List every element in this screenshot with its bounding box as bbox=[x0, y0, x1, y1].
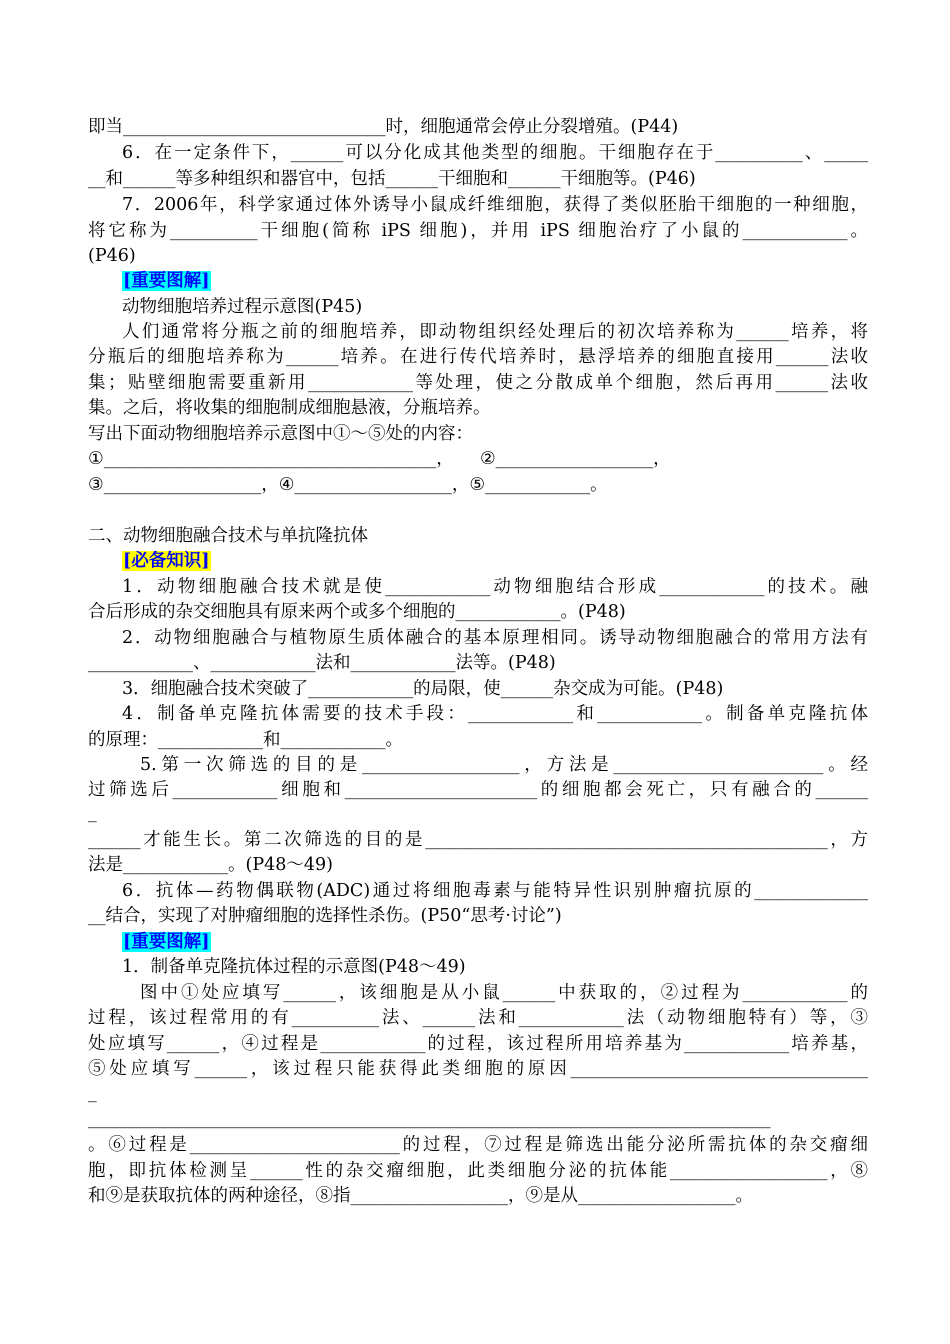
text-line: 3．细胞融合技术突破了____________的局限，使______杂交成为可能。(P48) bbox=[122, 679, 724, 699]
text-line: ____________、____________法和____________法等。(P48) bbox=[88, 653, 556, 673]
text-line: ⑤处应填写______，该过程只能获得此类细胞的原因__________________________________ bbox=[88, 1059, 868, 1079]
text-line: 5.第一次筛选的目的是__________________，方法是________________________。经 bbox=[140, 755, 868, 775]
text-line: 分瓶后的细胞培养称为______培养。在进行传代培养时，悬浮培养的细胞直接用______法收 bbox=[88, 347, 868, 367]
text-line: 集。之后，将收集的细胞制成细胞悬液，分瓶培养。 bbox=[88, 398, 491, 418]
text-line: 7．2006年，科学家通过体外诱导小鼠成纤维细胞，获得了类似胚胎干细胞的一种细胞， bbox=[122, 195, 868, 215]
text-line: 过筛选后____________细胞和______________________的细胞都会死亡，只有融合的______ bbox=[88, 780, 868, 800]
text-line: __和______等多种组织和器官中，包括______干细胞和______干细胞等。(P46) bbox=[88, 169, 696, 189]
required-knowledge-tag: [必备知识] bbox=[123, 551, 210, 571]
section-heading: 二、动物细胞融合技术与单抗隆抗体 bbox=[88, 526, 368, 546]
text-line: 即当______________________________时，细胞通常会停止分裂增殖。(P44) bbox=[88, 117, 679, 137]
section-tag bbox=[122, 268, 868, 294]
text-line: 1．制备单克隆抗体过程的示意图(P48～49) bbox=[122, 957, 466, 977]
text-line: 6．在一定条件下，______可以分化成其他类型的细胞。干细胞存在于__________、_____ bbox=[122, 143, 868, 163]
section-tag bbox=[122, 929, 868, 955]
text-line: ①______________________________________， ②__________________， bbox=[88, 449, 671, 469]
text-line: 过程，该过程常用的有__________法、______法和____________法（动物细胞特有）等，③ bbox=[88, 1008, 868, 1028]
key-diagram-tag: [重要图解] bbox=[123, 932, 210, 952]
text-line: ______________________________________________________________________________ bbox=[88, 1109, 771, 1129]
text-line: 2．动物细胞融合与植物原生质体融合的基本原理相同。诱导动物细胞融合的常用方法有 bbox=[122, 628, 868, 648]
text-line: 和⑨是获取抗体的两种途径，⑧指__________________，⑨是从__________________。 bbox=[88, 1186, 753, 1206]
text-line: 4．制备单克隆抗体需要的技术手段：____________和____________。制备单克隆抗体 bbox=[122, 704, 868, 724]
text-line: 人们通常将分瓶之前的细胞培养，即动物组织经处理后的初次培养称为______培养，将 bbox=[122, 322, 868, 342]
text-line: 处应填写______，④过程是____________的过程，该过程所用培养基为____________培养基， bbox=[88, 1034, 868, 1054]
text-line: 将它称为__________干细胞(简称 iPS 细胞)，并用 iPS 细胞治疗了小鼠的____________。 bbox=[88, 221, 868, 241]
text-line: ______才能生长。第二次筛选的目的是______________________________________________，方 bbox=[88, 830, 868, 850]
text-line: __结合，实现了对肿瘤细胞的选择性杀伤。(P50“思考·讨论”) bbox=[88, 906, 562, 926]
text-line: 图中①处应填写______，该细胞是从小鼠______中获取的，②过程为____________的 bbox=[140, 983, 868, 1003]
text-line: 1．动物细胞融合技术就是使____________动物细胞结合形成____________的技术。融 bbox=[122, 577, 868, 597]
text-line: 的原理：____________和____________。 bbox=[88, 730, 403, 750]
text-line: ③__________________，④__________________，⑤____________。 bbox=[88, 475, 608, 495]
text-line: 。⑥过程是________________________的过程，⑦过程是筛选出能分泌所需抗体的杂交瘤细 bbox=[88, 1135, 868, 1155]
text-line: 集；贴壁细胞需要重新用____________等处理，使之分散成单个细胞，然后再用______法收 bbox=[88, 373, 868, 393]
text-line: _ bbox=[88, 803, 97, 823]
text-line: (P46) bbox=[88, 246, 136, 266]
text-line: _ bbox=[88, 1083, 97, 1103]
section-tag bbox=[122, 548, 868, 574]
key-diagram-tag: [重要图解] bbox=[123, 271, 210, 291]
text-line: 胞，即抗体检测呈______性的杂交瘤细胞，此类细胞分泌的抗体能__________________，⑧ bbox=[88, 1161, 868, 1181]
text-line: 动物细胞培养过程示意图(P45) bbox=[122, 297, 363, 317]
text-line: 法是____________。(P48～49) bbox=[88, 855, 333, 875]
text-line: 写出下面动物细胞培养示意图中①～⑤处的内容： bbox=[88, 424, 473, 444]
text-line: 6．抗体—药物偶联物(ADC)通过将细胞毒素与能特异性识别肿瘤抗原的_____________ bbox=[122, 881, 868, 901]
text-line: 合后形成的杂交细胞具有原来两个或多个细胞的____________。(P48) bbox=[88, 602, 626, 622]
